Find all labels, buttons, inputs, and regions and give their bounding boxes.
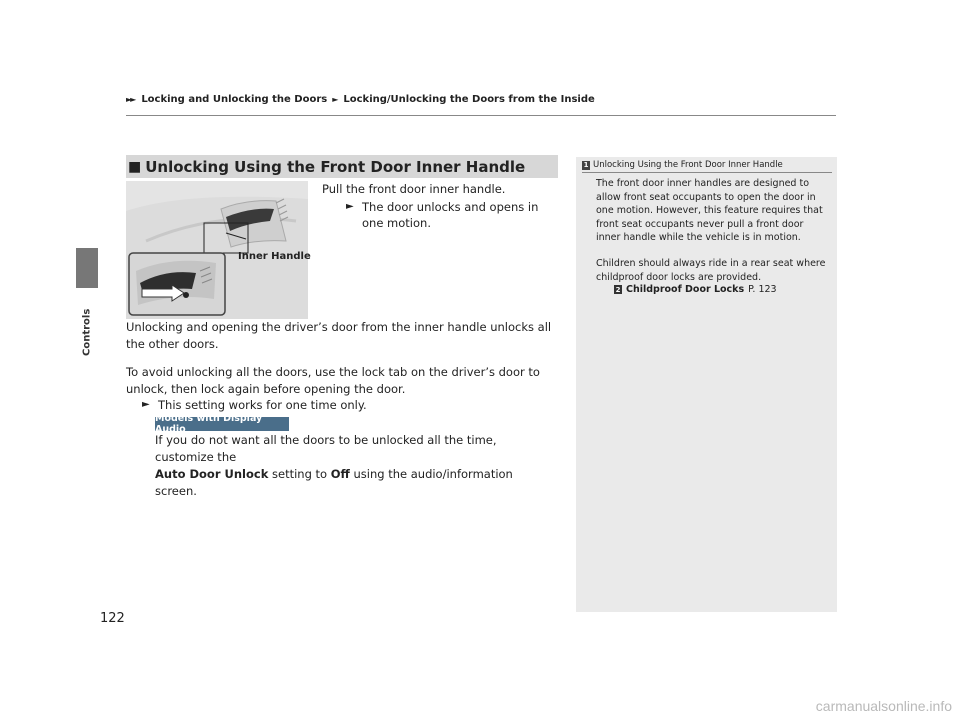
- sidebar-title: Unlocking Using the Front Door Inner Handle: [593, 160, 783, 170]
- chapter-tab-label: Controls: [81, 308, 93, 356]
- step-instruction: Pull the front door inner handle.: [322, 182, 506, 196]
- customize-text-mid: setting to: [268, 467, 331, 481]
- setting-note: [142, 398, 367, 412]
- reference-page: P. 123: [748, 284, 777, 295]
- cross-reference-link[interactable]: [614, 284, 777, 295]
- sidebar-paragraph-1: The front door inner handles are designed to allow front seat occupants to open the door in one motion. However, this feature requires that front seat occupants never pull a front door inner handle while the vehicle is in motion.: [596, 178, 823, 243]
- breadcrumb-item-locking-unlocking[interactable]: Locking and Unlocking the Doors: [141, 94, 328, 105]
- breadcrumb-item-from-inside[interactable]: Locking/Unlocking the Doors from the Inside: [343, 94, 595, 105]
- door-handle-illustration: [126, 181, 308, 319]
- customize-text-end: using the audio/information screen.: [155, 467, 513, 498]
- header-divider: [126, 115, 836, 116]
- section-square-icon: ■: [128, 158, 142, 175]
- auto-door-unlock-setting: Auto Door Unlock: [155, 467, 269, 481]
- reference-title[interactable]: Childproof Door Locks: [626, 284, 745, 295]
- customize-text-start: If you do not want all the doors to be unlocked all the time, customize the: [155, 433, 497, 464]
- watermark: carmanualsonline.info: [815, 698, 952, 714]
- off-setting: Off: [330, 467, 350, 481]
- result-arrow-icon: ►: [346, 201, 354, 212]
- sidebar-paragraph-2: Children should always ride in a rear seat where childproof door locks are provided.: [596, 258, 826, 283]
- section-heading: [126, 155, 558, 178]
- step-result-text: The door unlocks and opens in one motion.: [362, 200, 539, 230]
- setting-note-text: This setting works for one time only.: [158, 398, 367, 412]
- inner-handle-callout: Inner Handle: [238, 251, 311, 262]
- body-paragraph-2: To avoid unlocking all the doors, use the lock tab on the driver’s door to unlock, then lock again before opening the door.: [126, 365, 540, 396]
- sidebar-heading: [582, 160, 783, 170]
- customize-paragraph: [155, 432, 555, 500]
- section-title: Unlocking Using the Front Door Inner Handle: [145, 157, 526, 176]
- sidebar-divider: [582, 172, 832, 173]
- sidebar-notes: [576, 157, 837, 612]
- body-paragraph-1: Unlocking and opening the driver’s door from the inner handle unlocks all the other doors.: [126, 320, 552, 351]
- page-number: 122: [100, 611, 125, 626]
- breadcrumb-separator-icon: ►: [332, 95, 339, 104]
- breadcrumb: [126, 94, 595, 105]
- reference-icon: 2: [615, 285, 621, 294]
- result-arrow-icon: ►: [142, 399, 150, 410]
- chapter-tab-marker: [76, 248, 98, 288]
- breadcrumb-arrow-icon: ►►: [126, 95, 135, 104]
- step-result: [346, 199, 562, 231]
- model-badge: Models with Display Audio: [155, 417, 289, 431]
- note-icon: 1: [583, 161, 589, 169]
